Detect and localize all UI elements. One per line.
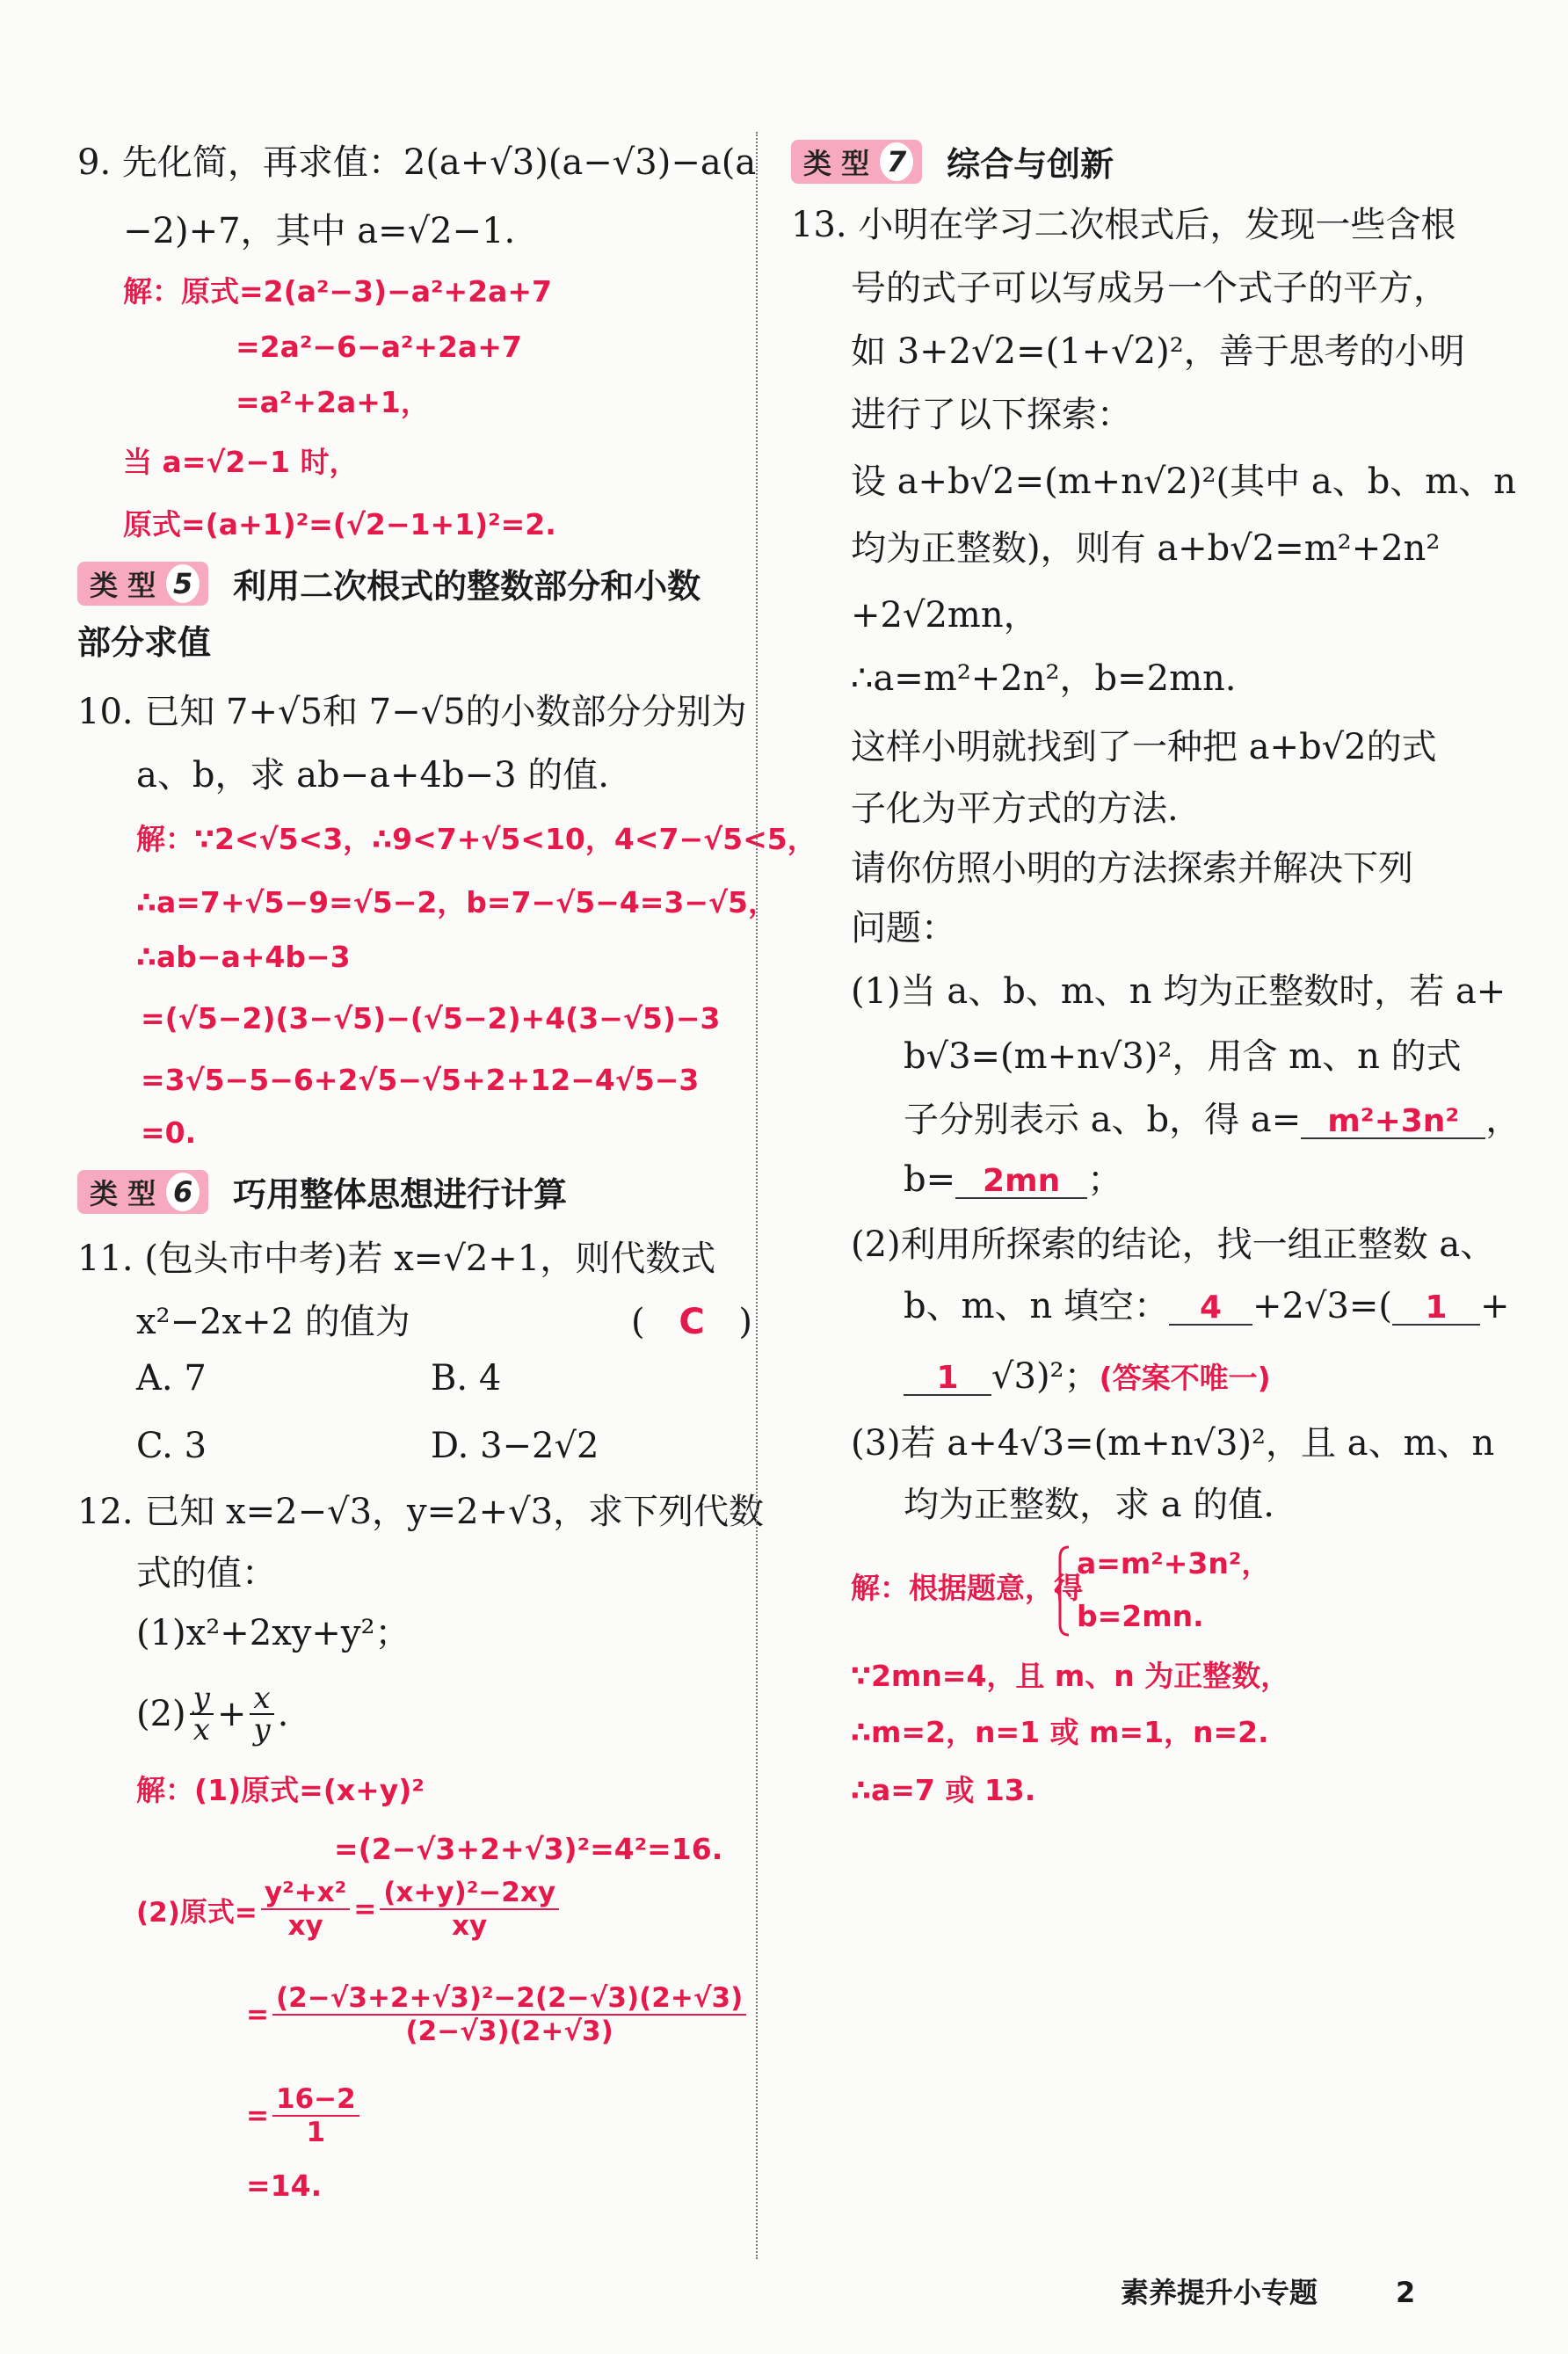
- equals: =: [353, 1893, 377, 1925]
- numerator: y²+x²: [261, 1877, 350, 1910]
- answer-blank: 1: [1392, 1292, 1480, 1326]
- q13-line: 均为正整数)，则有 a+b√2=m²+2n²: [851, 528, 1441, 569]
- bracket-open: (: [631, 1302, 645, 1342]
- type7-header: [791, 137, 1114, 185]
- q13-line: 请你仿照小明的方法探索并解决下列: [851, 848, 1413, 889]
- q13-line: 进行了以下探索：: [851, 395, 1132, 435]
- type6-header: [77, 1167, 567, 1216]
- text: √3)²；: [991, 1356, 1100, 1397]
- part-label: (2): [136, 1694, 186, 1734]
- q11-option-d: D. 3−2√2: [431, 1426, 599, 1466]
- q13-solution-intro: 解：根据题意，得: [851, 1571, 1083, 1605]
- q10-solution-line: =3√5−5−6+2√5−√5+2+12−4√5−3: [141, 1063, 700, 1097]
- q12-line2: 式的值：: [136, 1553, 277, 1594]
- q10-line1: 10. 已知 7+√5和 7−√5的小数部分分别为: [77, 692, 747, 732]
- fraction: [380, 1877, 559, 1942]
- numerator: (2−√3+2+√3)²−2(2−√3)(2+√3): [272, 1982, 746, 2016]
- q13-p3-line2: 均为正整数，求 a 的值.: [904, 1485, 1274, 1525]
- type-badge-label: 类 型: [90, 568, 156, 602]
- type-badge: [77, 562, 208, 606]
- q13-p1-line2: b√3=(m+n√3)²，用含 m、n 的式: [904, 1036, 1462, 1077]
- q12-solution-2c: [246, 2083, 363, 2148]
- q13-solution-system-1: a=m²+3n²，: [1077, 1546, 1271, 1580]
- q11-option-a: A. 7: [136, 1358, 207, 1399]
- numerator: (x+y)²−2xy: [380, 1877, 559, 1910]
- type-badge-number: 7: [880, 142, 913, 181]
- q13-line: 如 3+2√2=(1+√2)²，善于思考的小明: [851, 331, 1465, 372]
- equals: =: [246, 1999, 269, 2031]
- denominator: xy: [452, 1910, 488, 1942]
- text: +2√3=(: [1252, 1286, 1393, 1326]
- answer-blank: 1: [904, 1362, 991, 1396]
- q9-solution-line: =a²+2a+1，: [236, 385, 430, 419]
- q12-solution-1a: 解：(1)原式=(x+y)²: [136, 1773, 425, 1807]
- period: .: [277, 1694, 289, 1734]
- q9-solution-line: 当 a=√2−1 时，: [123, 445, 359, 479]
- numerator: x: [250, 1683, 273, 1715]
- numerator: y: [190, 1683, 214, 1715]
- q13-solution-system-2: b=2mn.: [1077, 1599, 1204, 1633]
- q11-answer-bracket: [631, 1304, 752, 1340]
- q12-part1: (1)x²+2xy+y²；: [136, 1613, 410, 1653]
- brace-icon: [1053, 1545, 1072, 1637]
- q13-line: 这样小明就找到了一种把 a+b√2的式: [851, 727, 1437, 767]
- q13-p1-line3: [904, 1102, 1521, 1139]
- text: ；: [1087, 1159, 1123, 1200]
- denominator: 1: [306, 2117, 326, 2148]
- solution-label: (2)原式=: [136, 1896, 258, 1929]
- q10-solution-line: =(√5−2)(3−√5)−(√5−2)+4(3−√5)−3: [141, 1001, 721, 1035]
- type-badge: [791, 140, 922, 184]
- fraction: [250, 1683, 273, 1745]
- q10-solution-line: 解：∵2<√5<3，∴9<7+√5<10，4<7−√5<5，: [136, 822, 817, 856]
- q9-line1: 9. 先化简，再求值：2(a+√3)(a−√3)−a(a: [77, 142, 757, 183]
- type-title: 利用二次根式的整数部分和小数: [233, 567, 701, 606]
- equals: =: [246, 2100, 269, 2132]
- q13-solution-line: ∴m=2，n=1 或 m=1，n=2.: [851, 1715, 1269, 1749]
- fraction: [272, 2083, 359, 2148]
- q13-p2-line1: (2)利用所探索的结论，找一组正整数 a、: [851, 1224, 1496, 1265]
- type-badge-number: 5: [166, 564, 200, 603]
- q10-line2: a、b，求 ab−a+4b−3 的值.: [136, 755, 609, 796]
- column-divider: [756, 132, 758, 2259]
- q12-line1: 12. 已知 x=2−√3，y=2+√3，求下列代数: [77, 1492, 765, 1532]
- q13-line: 问题：: [851, 908, 956, 948]
- q12-solution-2a: [136, 1877, 563, 1942]
- q12-solution-2d: =14.: [246, 2169, 323, 2203]
- q11-line1: 11. (包头市中考)若 x=√2+1，则代数式: [77, 1239, 716, 1279]
- q13-line: ∴a=m²+2n²，b=2mn.: [851, 658, 1237, 699]
- type-title: 巧用整体思想进行计算: [233, 1175, 568, 1214]
- q13-p2-line3: [904, 1356, 1271, 1397]
- q11-answer: C: [679, 1302, 705, 1342]
- q13-line: +2√2mn，: [851, 595, 1039, 636]
- bracket-close: ): [738, 1302, 753, 1342]
- type5-header: [77, 559, 701, 607]
- q10-solution-line: =0.: [141, 1115, 197, 1150]
- q10-solution-line: ∴ab−a+4b−3: [136, 940, 351, 974]
- q13-p1-line4: [904, 1159, 1123, 1200]
- q9-line2: −2)+7，其中 a=√2−1.: [123, 211, 516, 251]
- q13-p1-line1: (1)当 a、b、m、n 均为正整数时，若 a+: [851, 971, 1506, 1012]
- q13-p3-line1: (3)若 a+4√3=(m+n√3)²，且 a、m、n: [851, 1423, 1495, 1464]
- answer-note: (答案不唯一): [1099, 1361, 1271, 1395]
- q9-solution-line: 原式=(a+1)²=(√2−1+1)²=2.: [123, 507, 556, 541]
- q13-solution-line: ∴a=7 或 13.: [851, 1773, 1036, 1807]
- numerator: 16−2: [272, 2083, 359, 2117]
- text: b=: [904, 1159, 956, 1200]
- denominator: (2−√3)(2+√3): [405, 2016, 613, 2047]
- type-badge-label: 类 型: [90, 1176, 156, 1210]
- type-badge: [77, 1170, 208, 1214]
- text: b、m、n 填空：: [904, 1286, 1170, 1326]
- q13-line: 设 a+b√2=(m+n√2)²(其中 a、b、m、n: [851, 461, 1516, 502]
- answer-blank-a: m²+3n²: [1301, 1106, 1485, 1139]
- q10-solution-line: ∴a=7+√5−9=√5−2，b=7−√5−4=3−√5，: [136, 885, 778, 919]
- q11-line2: x²−2x+2 的值为: [136, 1302, 410, 1342]
- type-title: 综合与创新: [947, 145, 1114, 184]
- type-badge-label: 类 型: [803, 146, 870, 180]
- fraction: [272, 1982, 746, 2047]
- page-number: 2: [1396, 2276, 1416, 2309]
- q11-option-c: C. 3: [136, 1426, 207, 1466]
- type5-title-cont: 部分求值: [77, 623, 212, 662]
- q12-solution-2b: [246, 1982, 750, 2047]
- q12-solution-1b: =(2−√3+2+√3)²=4²=16.: [334, 1832, 723, 1866]
- footer-title: 素养提升小专题: [1121, 2276, 1318, 2309]
- q11-option-b: B. 4: [431, 1358, 502, 1399]
- q13-p2-line2: [904, 1286, 1510, 1326]
- answer-blank: 4: [1169, 1292, 1252, 1326]
- denominator: x: [192, 1712, 210, 1747]
- type-badge-number: 6: [166, 1173, 200, 1211]
- q13-line: 号的式子可以写成另一个式子的平方，: [851, 268, 1448, 309]
- denominator: xy: [287, 1910, 323, 1942]
- text: +: [1480, 1286, 1510, 1326]
- q13-line: 13. 小明在学习二次根式后，发现一些含根: [791, 205, 1456, 245]
- q13-solution-line: ∵2mn=4，且 m、n 为正整数，: [851, 1659, 1290, 1693]
- q9-solution-line: 解：原式=2(a²−3)−a²+2a+7: [123, 274, 552, 309]
- q12-part2: (2) $\frac{y}{x}$ + $\frac{x}{y}$ .: [136, 1681, 289, 1747]
- denominator: y: [253, 1712, 271, 1747]
- answer-blank-b: 2mn: [955, 1166, 1087, 1199]
- q9-solution-line: =2a²−6−a²+2a+7: [236, 330, 522, 364]
- q13-line: 子化为平方式的方法.: [851, 788, 1179, 829]
- text: ，: [1485, 1100, 1521, 1140]
- fraction: [190, 1683, 214, 1745]
- text: 子分别表示 a、b，得 a=: [904, 1100, 1302, 1140]
- fraction: [261, 1877, 350, 1942]
